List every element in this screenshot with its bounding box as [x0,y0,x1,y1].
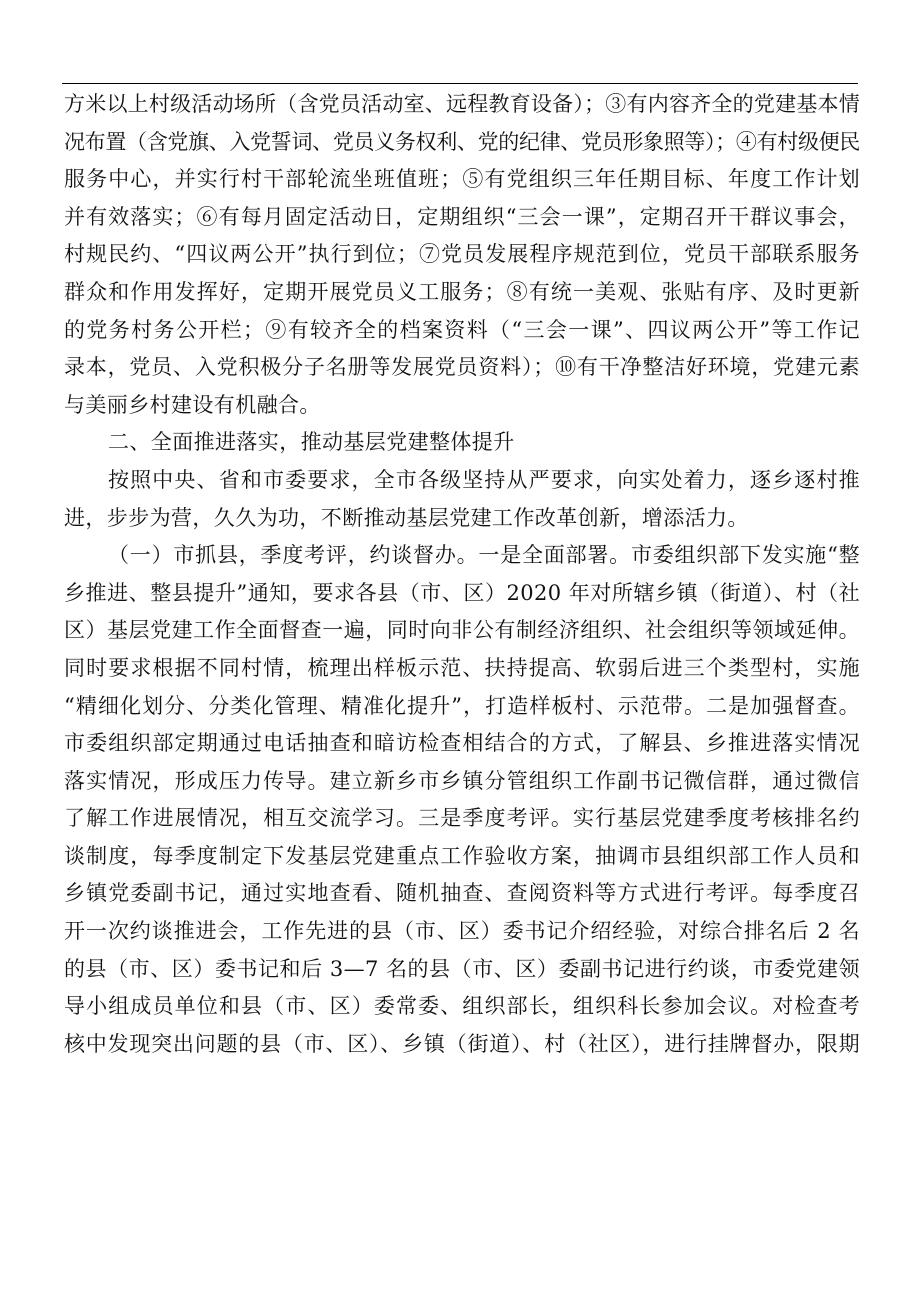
text-line: “精细化划分、分类化管理、精准化提升”，打造样板村、示范带。二是加强督查。 [64,693,860,718]
text-line: 方米以上村级活动场所（含党员活动室、远程教育设备）；③有内容齐全的党建基本情 [64,92,860,116]
text-line: 按照中央、省和市委要求，全市各级坚持从严要求，向实处着力，逐乡逐村推 [108,467,860,492]
text-line: 群众和作用发挥好，定期开展党员义工服务；⑧有统一美观、张贴有序、及时更新 [64,279,860,304]
text-line: 乡镇党委副书记，通过实地查看、随机抽查、查阅资料等方式进行考评。每季度召 [64,881,860,906]
text-line: 开一次约谈推进会，工作先进的县（市、区）委书记介绍经验，对综合排名后 2 名 [64,919,860,944]
text-line: 进，步步为营，久久为功，不断推动基层党建工作改革创新，增添活力。 [64,505,749,530]
text-line: 村规民约、“四议两公开”执行到位；⑦党员发展程序规范到位，党员干部联系服务 [64,242,860,267]
section-heading: 二、全面推进落实，推动基层党建整体提升 [108,430,515,455]
text-line: 导小组成员单位和县（市、区）委常委、组织部长，组织科长参加会议。对检查考 [64,994,860,1019]
text-line: 录本，党员、入党积极分子名册等发展党员资料）；⑩有干净整洁好环境，党建元素 [64,355,860,380]
text-line: （一）市抓县，季度考评，约谈督办。一是全面部署。市委组织部下发实施“整 [108,543,860,568]
text-line: 落实情况，形成压力传导。建立新乡市乡镇分管组织工作副书记微信群，通过微信 [64,768,860,793]
text-line: 谈制度，每季度制定下发基层党建重点工作验收方案，抽调市县组织部工作人员和 [64,843,860,868]
text-line: 乡推进、整县提升”通知，要求各县（市、区）2020 年对所辖乡镇（街道）、村（社 [64,580,860,605]
text-line: 服务中心，并实行村干部轮流坐班值班；⑤有党组织三年任期目标、年度工作计划 [64,167,860,192]
text-line: 区）基层党建工作全面督查一遍，同时向非公有制经济组织、社会组织等领域延伸。 [64,618,860,643]
text-line: 市委组织部定期通过电话抽查和暗访检查相结合的方式，了解县、乡推进落实情况 [64,731,860,756]
body-text [64,86,860,1063]
text-line: 的县（市、区）委书记和后 3—7 名的县（市、区）委副书记进行约谈，市委党建领 [64,956,860,981]
text-line: 况布置（含党旗、入党誓词、党员义务权利、党的纪律、党员形象照等）；④有村级便民 [64,129,860,154]
text-line: 核中发现突出问题的县（市、区）、乡镇（街道）、村（社区），进行挂牌督办，限期 [64,1031,860,1056]
text-line: 同时要求根据不同村情，梳理出样板示范、扶持提高、软弱后进三个类型村，实施 [64,655,860,680]
text-line: 并有效落实；⑥有每月固定活动日，定期组织“三会一课”，定期召开干群议事会， [64,204,860,229]
text-line: 了解工作进展情况，相互交流学习。三是季度考评。实行基层党建季度考核排名约 [64,806,860,831]
header-rule [62,83,858,84]
text-line: 与美丽乡村建设有机融合。 [64,392,321,417]
text-line: 的党务村务公开栏；⑨有较齐全的档案资料（“三会一课”、四议两公开”等工作记 [64,317,860,342]
